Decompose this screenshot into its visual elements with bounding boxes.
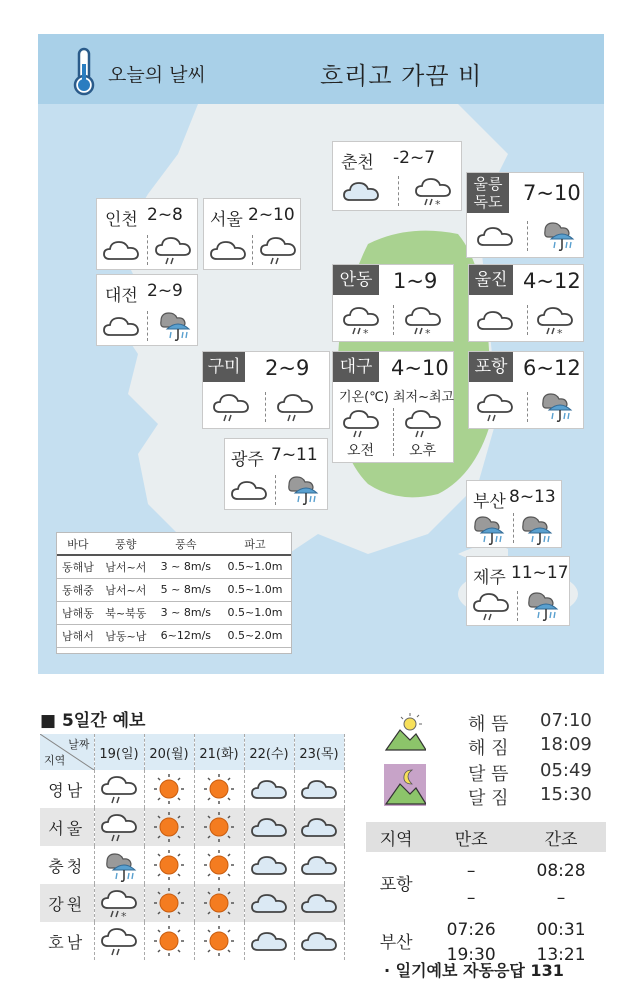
tide-header: 간조 [516, 822, 606, 852]
sun-icon [149, 886, 189, 920]
tide-table [366, 822, 606, 968]
sea-cell: 0.5~1.0m [219, 578, 291, 601]
sun-icon [199, 848, 239, 882]
sun-icon [199, 810, 239, 844]
sunset-label: 해 짐 [468, 738, 509, 759]
city-name: 광주 [231, 450, 264, 470]
rain-cloud-icon [258, 233, 298, 267]
city-temp: 2~9 [147, 281, 183, 301]
forecast-cell [194, 846, 244, 884]
table-row [40, 922, 344, 960]
sea-cell: 남해서 [57, 624, 99, 647]
tide-region: 부산 [379, 932, 413, 953]
umbrella-rain-icon [535, 388, 575, 422]
rain-cloud-icon [211, 390, 251, 424]
divider [527, 392, 528, 422]
divider [252, 235, 253, 265]
city-tag: 울진 [469, 265, 513, 295]
partly-cloudy-icon [299, 848, 339, 882]
day-header: 22(수) [244, 734, 294, 770]
city-temp: 2~9 [265, 356, 310, 380]
tide-high: – [466, 860, 476, 881]
divider [265, 392, 266, 422]
umbrella-rain-icon [515, 511, 555, 545]
rain-snow-icon [99, 886, 139, 920]
city-tag: 대구 [333, 352, 379, 382]
forecast-cell [294, 846, 344, 884]
divider [398, 176, 399, 206]
divider [527, 221, 528, 251]
city-card-daejeon [96, 274, 198, 346]
tide-header: 지역 [366, 822, 426, 852]
forecast-cell [194, 922, 244, 960]
tide-region: 포항 [379, 874, 413, 895]
temp-legend: 기온(℃) 최저~최고 [339, 390, 455, 405]
pm-label: 오후 [409, 443, 437, 459]
table-row [57, 578, 291, 601]
sea-cell: 남서~서 [99, 555, 153, 578]
rain-cloud-icon [275, 390, 315, 424]
cloud-icon [475, 303, 515, 337]
city-card-incheon [96, 198, 198, 270]
city-card-pohang [468, 351, 584, 429]
city-name: 대전 [105, 286, 138, 306]
umbrella-rain-icon [537, 217, 577, 251]
weather-map [38, 34, 604, 674]
tide-header: 만조 [426, 822, 516, 852]
city-temp: 2~10 [248, 205, 295, 225]
forecast-cell [194, 808, 244, 846]
table-row [40, 808, 344, 846]
moonrise-icon [384, 764, 426, 806]
sea-header: 바다 [57, 533, 99, 555]
table-row [40, 770, 344, 808]
table-row [40, 884, 344, 922]
forecast-cell [244, 846, 294, 884]
city-card-seoul [203, 198, 301, 270]
umbrella-rain-icon [467, 511, 507, 545]
cloud-icon [208, 233, 248, 267]
page-title: 오늘의 날씨 [108, 64, 206, 86]
cloud-icon [475, 219, 515, 253]
divider [275, 475, 276, 505]
sea-cell: 남동~남 [99, 624, 153, 647]
city-temp: 7~10 [523, 181, 581, 205]
forecast-cell [294, 922, 344, 960]
partly-cloudy-icon [299, 886, 339, 920]
sea-cell: 남해동 [57, 601, 99, 624]
tide-low: 00:31 [536, 919, 586, 940]
sunrise-icon [384, 712, 426, 752]
sun-icon [199, 924, 239, 958]
city-card-uljin [468, 264, 584, 342]
sea-cell: 남서~서 [99, 578, 153, 601]
city-temp: -2~7 [393, 148, 436, 168]
moonset-label: 달 짐 [468, 788, 509, 809]
forecast-cell [294, 808, 344, 846]
sun-icon [149, 848, 189, 882]
cloud-icon [341, 174, 381, 208]
city-card-ulleung [466, 172, 584, 258]
city-temp: 4~12 [523, 269, 581, 293]
umbrella-rain-icon [153, 307, 193, 341]
region-name: 강원 [40, 884, 94, 922]
forecast-cell [244, 884, 294, 922]
moonrise-time: 05:49 [540, 760, 592, 781]
city-tag: 안동 [333, 265, 379, 295]
sea-cell: 5 ~ 8m/s [153, 578, 219, 601]
sun-icon [149, 924, 189, 958]
partly-cloudy-icon [249, 810, 289, 844]
city-card-andong [332, 264, 454, 342]
city-card-busan [466, 480, 562, 548]
city-name: 춘천 [341, 153, 374, 173]
sunrise-label: 해 뜸 [468, 714, 509, 735]
table-row [40, 846, 344, 884]
city-tag: 포항 [469, 352, 513, 382]
city-temp: 6~12 [523, 356, 581, 380]
tide-high: 19:30 [446, 944, 496, 965]
header-bar [38, 34, 604, 104]
table-row [57, 624, 291, 647]
region-name: 호남 [40, 922, 94, 960]
day-header: 20(월) [144, 734, 194, 770]
city-name: 서울 [210, 210, 243, 230]
day-header: 19(일) [94, 734, 144, 770]
umbrella-rain-icon [99, 848, 139, 882]
moonrise-label: 달 뜸 [468, 764, 509, 785]
forecast-cell [194, 770, 244, 808]
divider [147, 235, 148, 265]
corner-top-label: 날짜 [68, 738, 90, 751]
tide-high: – [466, 887, 476, 908]
forecast-cell [144, 846, 194, 884]
divider [513, 513, 514, 543]
partly-cloudy-icon [249, 772, 289, 806]
sea-cell: 6~12m/s [153, 624, 219, 647]
rain-cloud-icon [341, 406, 381, 440]
am-label: 오전 [347, 443, 375, 459]
umbrella-rain-icon [281, 471, 321, 505]
forecast-cell [294, 770, 344, 808]
rain-cloud-icon [99, 924, 139, 958]
tide-high: 07:26 [446, 919, 496, 940]
forecast-cell [294, 884, 344, 922]
city-name: 제주 [473, 568, 506, 588]
cloud-icon [229, 473, 269, 507]
partly-cloudy-icon [299, 924, 339, 958]
forecast-cell [94, 846, 144, 884]
sea-cell: 0.5~2.0m [219, 624, 291, 647]
sun-icon [199, 772, 239, 806]
forecast-cell [144, 770, 194, 808]
forecast-cell [244, 770, 294, 808]
day-header: 23(목) [294, 734, 344, 770]
region-name: 서울 [40, 808, 94, 846]
rain-cloud-icon [99, 810, 139, 844]
tide-low: 13:21 [536, 944, 586, 965]
forecast-cell [144, 922, 194, 960]
sea-cell: 3 ~ 8m/s [153, 555, 219, 578]
city-card-gwangju [224, 438, 328, 510]
city-card-jeju [466, 556, 570, 626]
table-row [366, 852, 606, 883]
table-row [366, 912, 606, 941]
sun-icon [149, 772, 189, 806]
city-card-daegu [332, 351, 454, 463]
forecast-cell [144, 884, 194, 922]
city-card-chuncheon [332, 141, 462, 211]
city-temp: 8~13 [509, 487, 556, 507]
tide-low: – [556, 887, 566, 908]
sunrise-time: 07:10 [540, 710, 592, 731]
sea-conditions-table [56, 532, 292, 654]
sea-cell: 3 ~ 8m/s [153, 601, 219, 624]
sunset-time: 18:09 [540, 734, 592, 755]
city-temp: 7~11 [271, 445, 318, 465]
sea-cell: 동해중 [57, 578, 99, 601]
forecast-cell [244, 808, 294, 846]
rain-cloud-icon [153, 233, 193, 267]
rain-snow-icon [403, 303, 443, 337]
rain-cloud-icon [403, 406, 443, 440]
forecast-table [40, 734, 345, 960]
city-temp: 4~10 [391, 356, 449, 380]
sea-cell: 북~북동 [99, 601, 153, 624]
rain-snow-icon [413, 174, 453, 208]
forecast-title: ■ 5일간 예보 [40, 711, 146, 731]
rain-snow-icon [535, 303, 575, 337]
tide-low: 08:28 [536, 860, 586, 881]
sea-cell: 0.5~1.0m [219, 601, 291, 624]
rain-snow-icon [341, 303, 381, 337]
partly-cloudy-icon [249, 924, 289, 958]
city-card-gumi [202, 351, 330, 429]
divider [517, 591, 518, 621]
forecast-cell [94, 808, 144, 846]
city-temp: 2~8 [147, 205, 183, 225]
cloud-icon [101, 309, 141, 343]
city-temp: 11~17 [511, 563, 569, 583]
sea-header: 풍향 [99, 533, 153, 555]
partly-cloudy-icon [249, 886, 289, 920]
sea-cell: 동해남 [57, 555, 99, 578]
auto-response-info: · 일기예보 자동응답 131 [384, 961, 564, 980]
forecast-cell [94, 770, 144, 808]
city-tag: 구미 [203, 352, 245, 382]
sea-cell: 0.5~1.0m [219, 555, 291, 578]
city-tag: 울릉 독도 [467, 173, 509, 213]
forecast-cell [94, 922, 144, 960]
city-temp: 1~9 [393, 269, 438, 293]
thermometer-icon [70, 46, 98, 96]
weather-headline: 흐리고 가끔 비 [320, 62, 483, 90]
forecast-cell [144, 808, 194, 846]
divider [527, 305, 528, 335]
table-row [57, 555, 291, 578]
sun-icon [199, 886, 239, 920]
corner-cell [40, 734, 94, 770]
city-name: 인천 [105, 210, 138, 230]
sea-header: 파고 [219, 533, 291, 555]
cloud-icon [101, 233, 141, 267]
divider [393, 408, 394, 456]
partly-cloudy-icon [299, 810, 339, 844]
table-row [57, 601, 291, 624]
umbrella-rain-icon [521, 587, 561, 621]
city-name: 부산 [473, 492, 506, 512]
corner-bottom-label: 지역 [44, 754, 66, 767]
divider [393, 305, 394, 335]
forecast-cell [94, 884, 144, 922]
partly-cloudy-icon [299, 772, 339, 806]
region-name: 영남 [40, 770, 94, 808]
sea-header: 풍속 [153, 533, 219, 555]
rain-cloud-icon [475, 390, 515, 424]
divider [147, 311, 148, 341]
forecast-cell [244, 922, 294, 960]
sun-icon [149, 810, 189, 844]
rain-cloud-icon [471, 589, 511, 623]
forecast-cell [194, 884, 244, 922]
region-name: 충청 [40, 846, 94, 884]
rain-cloud-icon [99, 772, 139, 806]
moonset-time: 15:30 [540, 784, 592, 805]
day-header: 21(화) [194, 734, 244, 770]
partly-cloudy-icon [249, 848, 289, 882]
